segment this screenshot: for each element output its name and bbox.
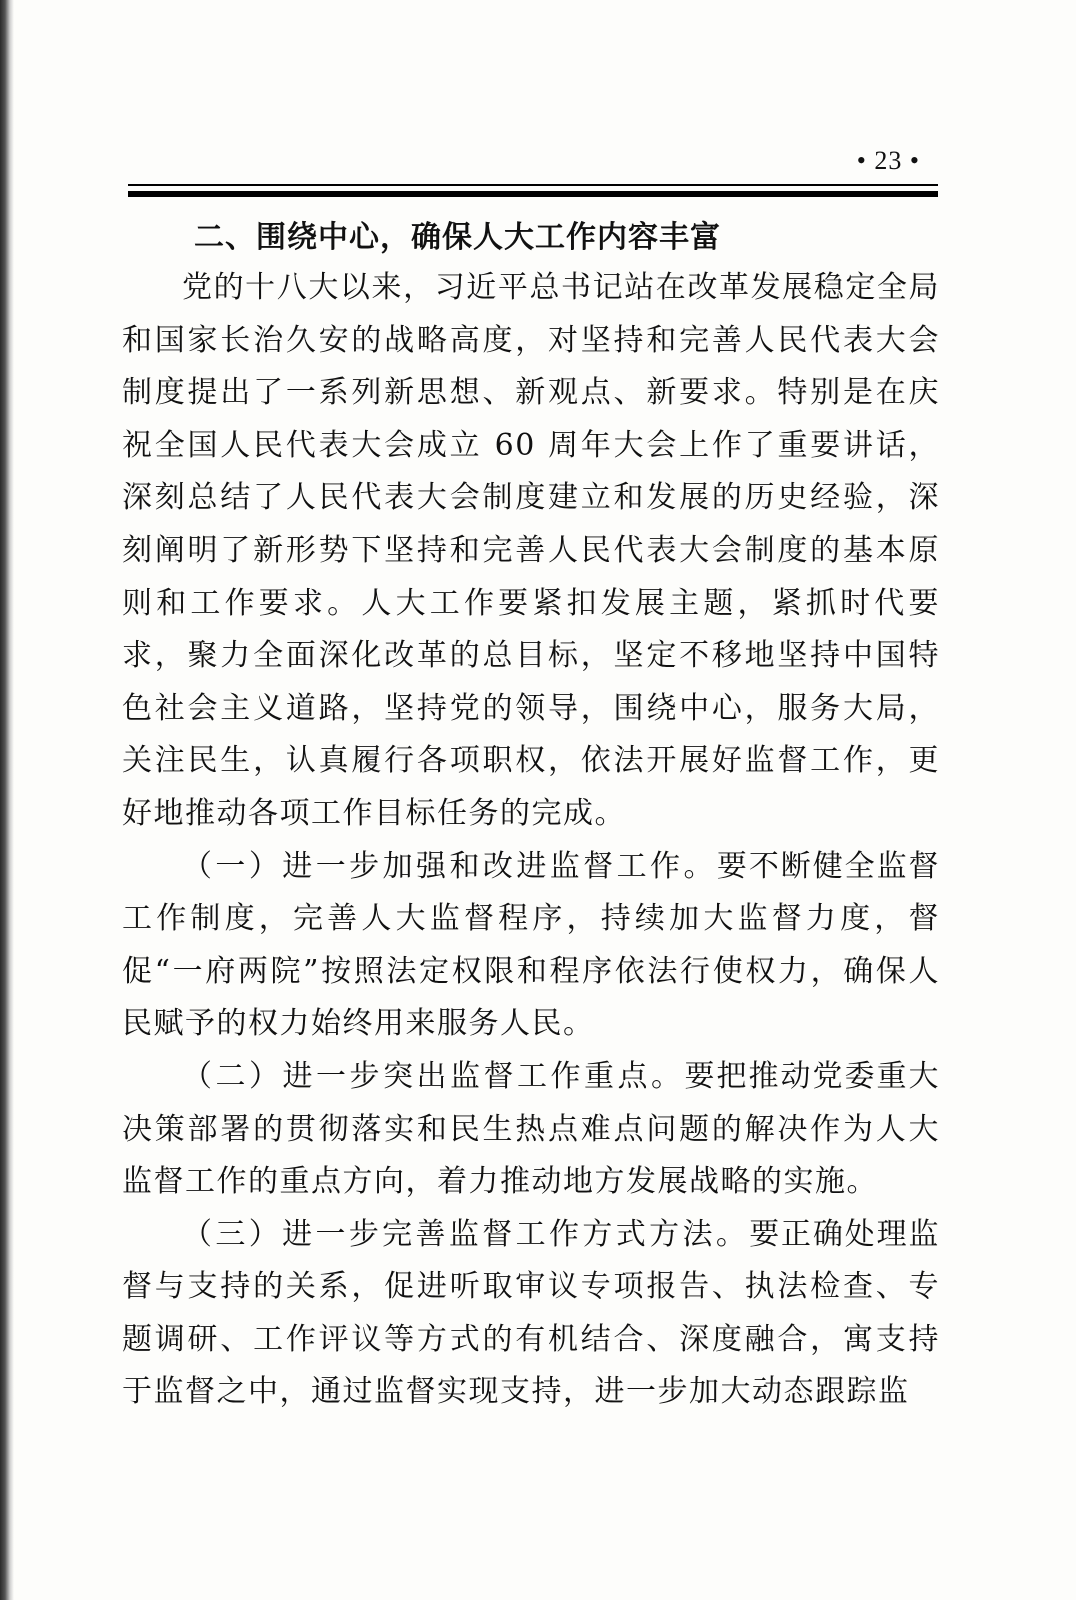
paragraph-item-1 <box>122 841 940 1051</box>
paragraph-subhead: （二）进一步突出监督工作重点。 <box>182 1058 685 1094</box>
page-header <box>128 140 938 200</box>
page-body <box>122 214 940 1419</box>
page-number: • 23 • <box>856 146 920 175</box>
paragraph-text: 要正确处理监督与支持的关系，促进听取审议专项报告、执法检查、专题调研、工作评议等方式的有机结合、深度融合，寓支持于监督之中，通过监督实现支持，进一步加大动态跟踪监 <box>122 1216 941 1410</box>
header-rule-thin <box>128 184 938 186</box>
paragraph-intro <box>122 262 940 841</box>
paragraph-item-2 <box>122 1051 940 1209</box>
paragraph-subhead: （一）进一步加强和改进监督工作。 <box>182 848 717 884</box>
scan-edge-shadow <box>0 0 14 1600</box>
section-heading: 二、围绕中心，确保人大工作内容丰富 <box>194 220 721 255</box>
paragraph-text: 党的十八大以来，习近平总书记站在改革发展稳定全局和国家长治久安的战略高度，对坚持和完善人民代表大会制度提出了一系列新思想、新观点、新要求。特别是在庆祝全国人民代表大会成立 60 周年大会上作了重要讲话，深刻总结了人民代表大会制度建立和发展的历史经验，深刻阐明了新形势下坚持和完善人民代表大会制度的基本原则和工作要求。人大工作要紧扣发展主题，紧抓时代要求，聚力全面深化改革的总目标，坚定不移地坚持中国特色社会主义道路，坚持党的领导，围绕中心，服务大局，关注民生，认真履行各项职权，依法开展好监督工作，更好地推动各项工作目标任务的完成。 <box>122 270 940 831</box>
paragraph-item-3 <box>122 1209 940 1419</box>
paragraph-subhead: （三）进一步完善监督工作方式方法。 <box>182 1216 750 1252</box>
header-rule-thick <box>128 191 938 197</box>
paragraph-text: 要把推动党委重大决策部署的贯彻落实和民生热点难点问题的解决作为人大监督工作的重点方向，着力推动地方发展战略的实施。 <box>122 1058 940 1200</box>
paragraph-text: 要不断健全监督工作制度，完善人大监督程序，持续加大监督力度，督促“一府两院”按照法定权限和程序依法行使权力，确保人民赋予的权力始终用来服务人民。 <box>122 848 941 1042</box>
